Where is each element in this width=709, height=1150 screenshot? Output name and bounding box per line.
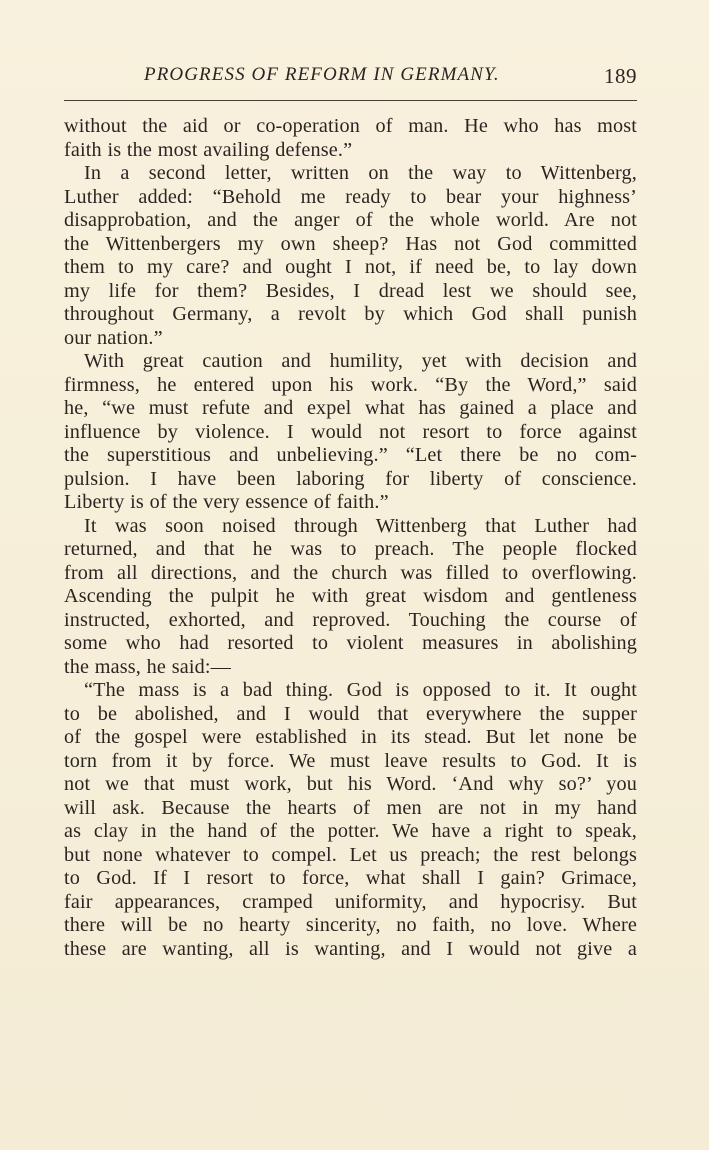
text-line: some who had resorted to violent measures in abolishing [64, 632, 637, 654]
text-line: of the gospel were established in its stead. But let none be [64, 726, 637, 748]
text-line: without the aid or co-operation of man. He who has most [64, 115, 637, 137]
text-line: disapprobation, and the anger of the whole world. Are not [64, 209, 637, 231]
header-rule [64, 100, 637, 101]
running-head: PROGRESS OF REFORM IN GERMANY. [144, 64, 500, 85]
text-line: torn from it by force. We must leave results to God. It is [64, 749, 637, 772]
text-line: these are wanting, all is wanting, and I would not give a [64, 937, 637, 960]
text-line: as clay in the hand of the potter. We have a right to speak, [64, 820, 637, 842]
text-line: fair appearances, cramped uniformity, and hypocrisy. But [64, 890, 637, 913]
text-line: With great caution and humility, yet with decision and [84, 350, 637, 372]
text-line: he, “we must refute and expel what has gained a place and [64, 397, 637, 419]
text-line: throughout Germany, a revolt by which God shall punish [64, 303, 637, 325]
text-line: Ascending the pulpit he with great wisdom and gentleness [64, 585, 637, 607]
text-line: faith is the most availing defense.” [64, 138, 353, 161]
text-line: “The mass is a bad thing. God is opposed to it. It ought [84, 679, 637, 701]
text-line: Luther added: “Behold me ready to bear your highness’ [64, 185, 637, 208]
text-line: our nation.” [64, 326, 163, 349]
text-line: but none whatever to compel. Let us preach; the rest belongs [64, 843, 637, 866]
text-line: Liberty is of the very essence of faith.” [64, 491, 389, 513]
body-text [64, 115, 637, 1095]
page-number: 189 [604, 64, 637, 88]
text-line: not we that must work, but his Word. ‘And why so?’ you [64, 773, 637, 795]
text-line: my life for them? Besides, I dread lest we should see, [64, 279, 637, 302]
page-header [64, 64, 637, 94]
text-line: firmness, he entered upon his work. “By the Word,” said [64, 373, 637, 396]
text-line: instructed, exhorted, and reproved. Touching the course of [64, 608, 637, 631]
text-line: to be abolished, and I would that everywhere the supper [64, 702, 637, 725]
text-line: returned, and that he was to preach. The people flocked [64, 538, 637, 560]
text-line: influence by violence. I would not resort to force against [64, 420, 637, 443]
text-line: the Wittenbergers my own sheep? Has not God committed [64, 232, 637, 255]
text-line: them to my care? and ought I not, if need be, to lay down [64, 256, 637, 278]
text-line: to God. If I resort to force, what shall I gain? Grimace, [64, 867, 637, 889]
text-line: It was soon noised through Wittenberg that Luther had [84, 514, 637, 537]
text-line: the mass, he said:— [64, 655, 231, 678]
text-line: the superstitious and unbelieving.” “Let there be no com- [64, 444, 637, 466]
text-line: there will be no hearty sincerity, no faith, no love. Where [64, 914, 637, 936]
text-line: In a second letter, written on the way to Wittenberg, [84, 162, 637, 184]
text-line: from all directions, and the church was filled to overflowing. [64, 561, 637, 584]
text-line: pulsion. I have been laboring for liberty of conscience. [64, 467, 637, 490]
text-line: will ask. Because the hearts of men are not in my hand [64, 796, 637, 819]
